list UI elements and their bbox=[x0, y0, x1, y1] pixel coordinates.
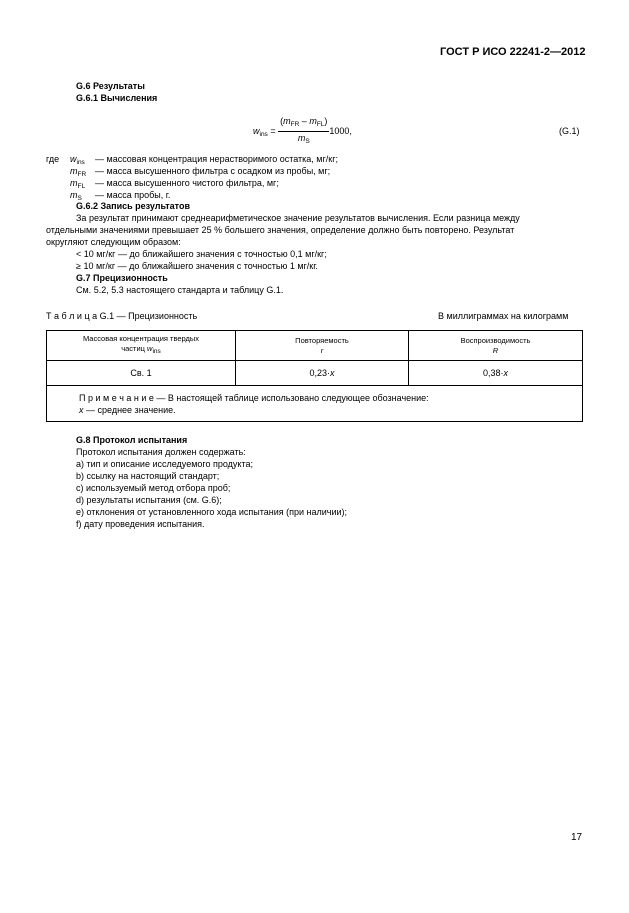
section-g62-title: G.6.2 Запись результатов bbox=[76, 201, 190, 211]
precision-table bbox=[46, 330, 583, 422]
legend-item: $m_{FR}$ bbox=[70, 166, 87, 178]
paragraph-line: отдельными значениями превышает 25 % большего значения, определение должно быть повторено. Результат bbox=[46, 225, 515, 235]
table-cell: Св. 1 bbox=[47, 361, 236, 386]
rounding-rule: < 10 мг/кг — до ближайшего значения с точностью 0,1 мг/кг; bbox=[76, 249, 327, 259]
page-number: 17 bbox=[571, 832, 583, 843]
table-header-row bbox=[47, 331, 583, 361]
table-units: В миллиграммах на килограмм bbox=[438, 311, 569, 321]
list-item: c) используемый метод отбора проб; bbox=[76, 483, 231, 493]
legend-desc: — массовая концентрация нерастворимого остатка, мг/кг; bbox=[95, 154, 338, 164]
rounding-rule: ≥ 10 мг/кг — до ближайшего значения с точностью 1 мг/кг. bbox=[76, 261, 318, 271]
table-caption: Т а б л и ц а G.1 — Прецизионность bbox=[46, 311, 198, 321]
list-item: a) тип и описание исследуемого продукта; bbox=[76, 459, 253, 469]
paragraph-line: За результат принимают среднеарифметическое значение результатов вычисления. Если разница между bbox=[76, 213, 520, 223]
legend-item: $w_{ins}$ bbox=[70, 154, 85, 166]
table-note-row bbox=[47, 386, 583, 422]
table-cell: 0,38·x bbox=[409, 361, 583, 386]
table-cell: 0,23·x bbox=[236, 361, 409, 386]
g8-intro: Протокол испытания должен содержать: bbox=[76, 447, 246, 457]
section-g7-title: G.7 Прецизионность bbox=[76, 273, 168, 283]
formula-fraction: $\frac{(m_{FR} - m_{FL})}{m_S}$ bbox=[280, 116, 328, 145]
list-item: d) результаты испытания (см. G.6); bbox=[76, 495, 222, 505]
legend-where: где bbox=[46, 154, 60, 164]
paragraph-line: округляют следующим образом: bbox=[46, 237, 181, 247]
table-note: П р и м е ч а н и е — В настоящей таблице использовано следующее обозначение: x — среднее значение. bbox=[47, 386, 583, 422]
formula-number: (G.1) bbox=[559, 126, 580, 136]
list-item: b) ссылку на настоящий стандарт; bbox=[76, 471, 220, 481]
header-cell: Повторяемость r bbox=[236, 331, 409, 361]
formula-lhs: w bbox=[253, 125, 260, 136]
list-item: f) дату проведения испытания. bbox=[76, 519, 205, 529]
section-g6-title: G.6 Результаты bbox=[76, 81, 145, 91]
section-g61-title: G.6.1 Вычисления bbox=[76, 93, 158, 103]
list-item: e) отклонения от установленного хода испытания (при наличии); bbox=[76, 507, 348, 517]
header-cell: Воспроизводимость R bbox=[409, 331, 583, 361]
legend-item: $m_S$ bbox=[70, 190, 82, 202]
formula: $w_{ins}$ = $\frac{(m_{FR} - m_{FL})}{m_S}$ 1000, bbox=[253, 116, 352, 145]
legend-desc: — масса пробы, г. bbox=[95, 190, 171, 200]
legend-desc: — масса высушенного чистого фильтра, мг; bbox=[95, 178, 279, 188]
standard-header: ГОСТ Р ИСО 22241-2—2012 bbox=[440, 46, 586, 58]
table-row bbox=[47, 361, 583, 386]
header-cell: Массовая концентрация твердых частиц wins bbox=[47, 331, 236, 361]
legend-item: $m_{FL}$ bbox=[70, 178, 86, 190]
formula-factor: 1000, bbox=[329, 125, 352, 136]
legend-desc: — масса высушенного фильтра с осадком из пробы, мг; bbox=[95, 166, 331, 176]
g7-text: См. 5.2, 5.3 настоящего стандарта и таблицу G.1. bbox=[76, 285, 284, 295]
section-g8-title: G.8 Протокол испытания bbox=[76, 435, 188, 445]
